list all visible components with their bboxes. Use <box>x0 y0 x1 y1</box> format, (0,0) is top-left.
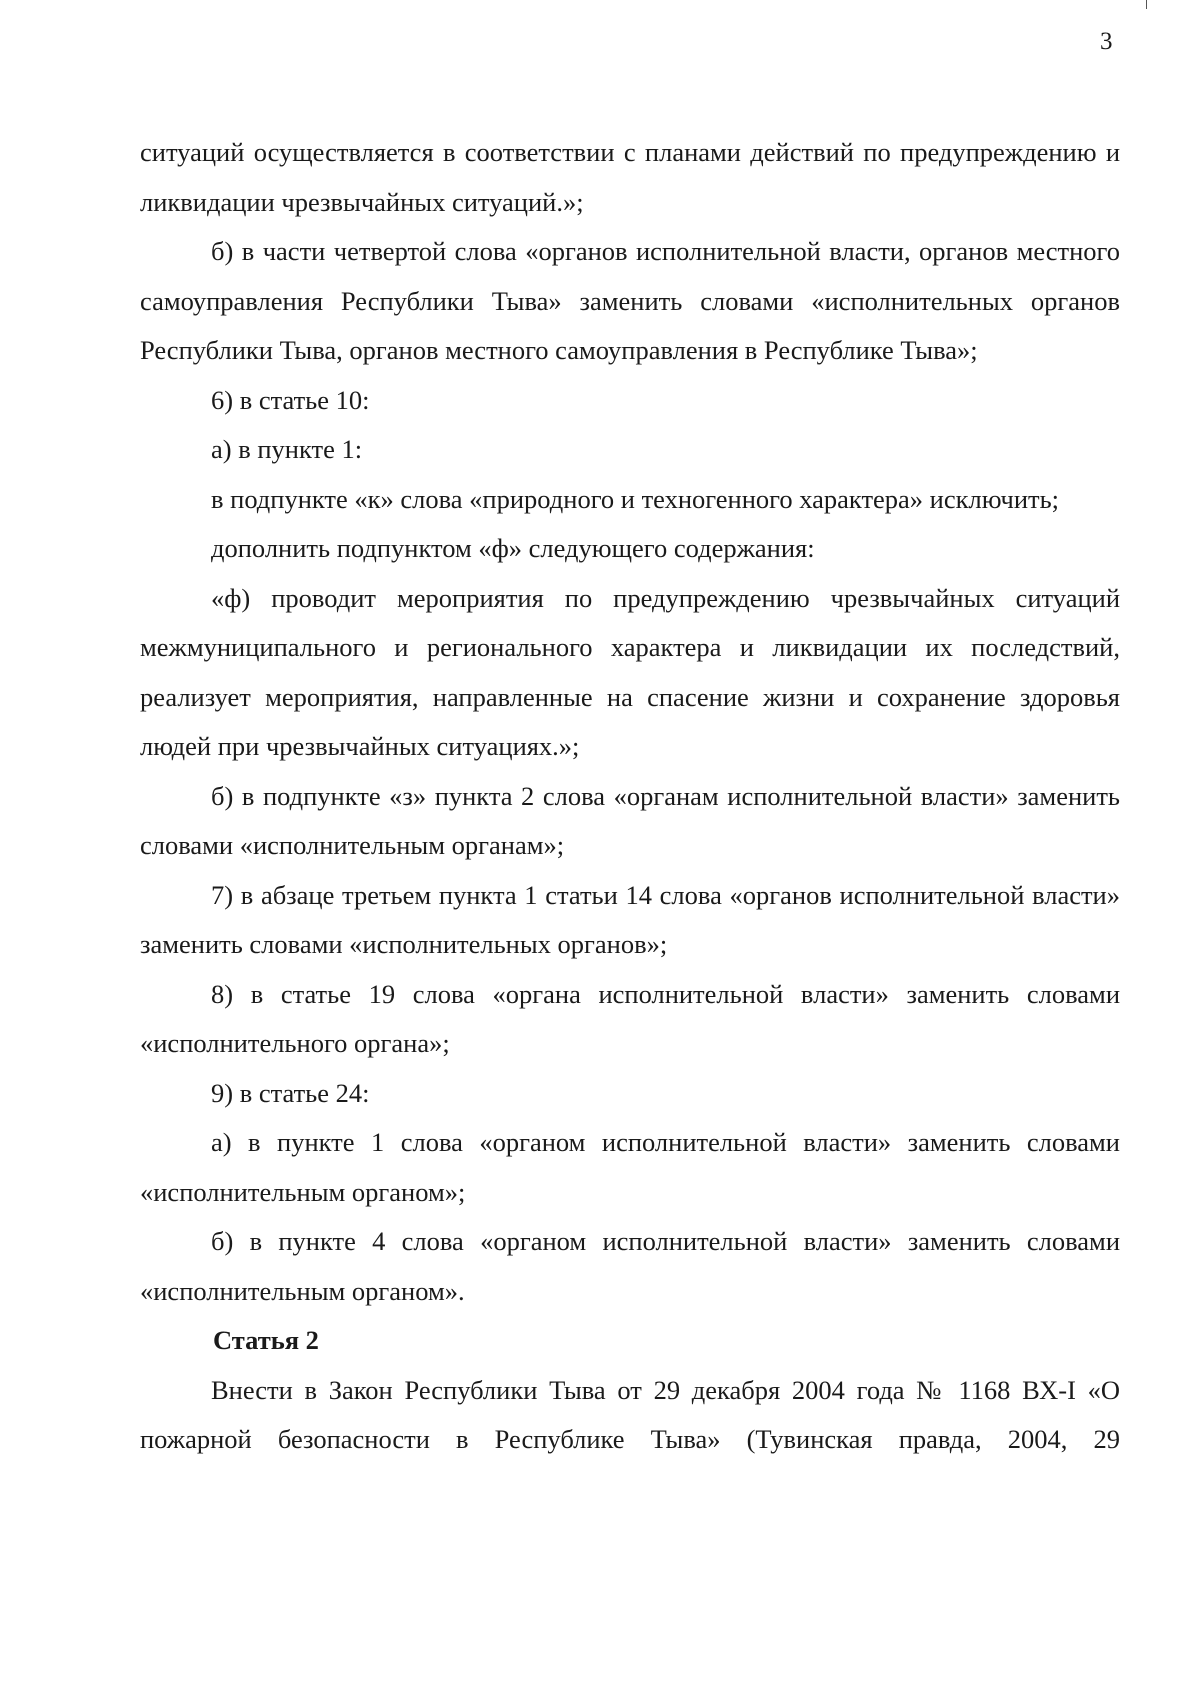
scan-artifact-mark <box>1146 0 1147 9</box>
paragraph-item-a-point1: а) в пункте 1: <box>211 434 363 464</box>
paragraph-item-b-point2: б) в подпункте «з» пункта 2 слова «органам исполнительной власти» заменить словами «исполнительным органам»; <box>140 780 1120 860</box>
paragraph-article2-intro: Внести в Закон Республики Тыва от 29 декабря 2004 года № 1168 ВХ-I «О пожарной безопасности в Республике Тыва» (Тувинская правда, 2004, 29 <box>140 1374 1120 1454</box>
paragraph-item-b-point4-art24: б) в пункте 4 слова «органом исполнительной власти» заменить словами «исполнительным органом». <box>140 1226 1120 1306</box>
page-number: 3 <box>1100 28 1113 55</box>
paragraph-subpoint-k: в подпункте «к» слова «природного и техногенного характера» исключить; <box>211 483 1060 514</box>
paragraph-add-subpoint-f: дополнить подпунктом «ф» следующего содержания: <box>211 533 815 563</box>
document-body <box>140 128 1120 1465</box>
paragraph-item-b-part4: б) в части четвертой слова «органов исполнительной власти, органов местного самоуправления Республики Тыва» заменить словами «исполнительных органов Республики Тыва, органов местного самоуправления в Республике Тыва»; <box>140 236 1120 365</box>
paragraph-item-a-point1-art24: а) в пункте 1 слова «органом исполнительной власти» заменить словами «исполнительным органом»; <box>140 1127 1120 1207</box>
paragraph-item-6: 6) в статье 10: <box>211 384 370 415</box>
paragraph-item-7: 7) в абзаце третьем пункта 1 статьи 14 слова «органов исполнительной власти» заменить словами «исполнительных органов»; <box>140 879 1120 959</box>
paragraph-item-8: 8) в статье 19 слова «органа исполнительной власти» заменить словами «исполнительного органа»; <box>140 978 1120 1058</box>
article-heading: Статья 2 <box>213 1325 319 1355</box>
paragraph-continuation: ситуаций осуществляется в соответствии с планами действий по предупреждению и ликвидации чрезвычайных ситуаций.»; <box>140 137 1120 217</box>
paragraph-item-9: 9) в статье 24: <box>211 1077 370 1108</box>
paragraph-subpoint-f-text: «ф) проводит мероприятия по предупреждению чрезвычайных ситуаций межмуниципального и регионального характера и ликвидации их последствий, реализует мероприятия, направленные на спасение жизни и сохранение здоровья людей при чрезвычайных ситуациях.»; <box>140 582 1120 761</box>
